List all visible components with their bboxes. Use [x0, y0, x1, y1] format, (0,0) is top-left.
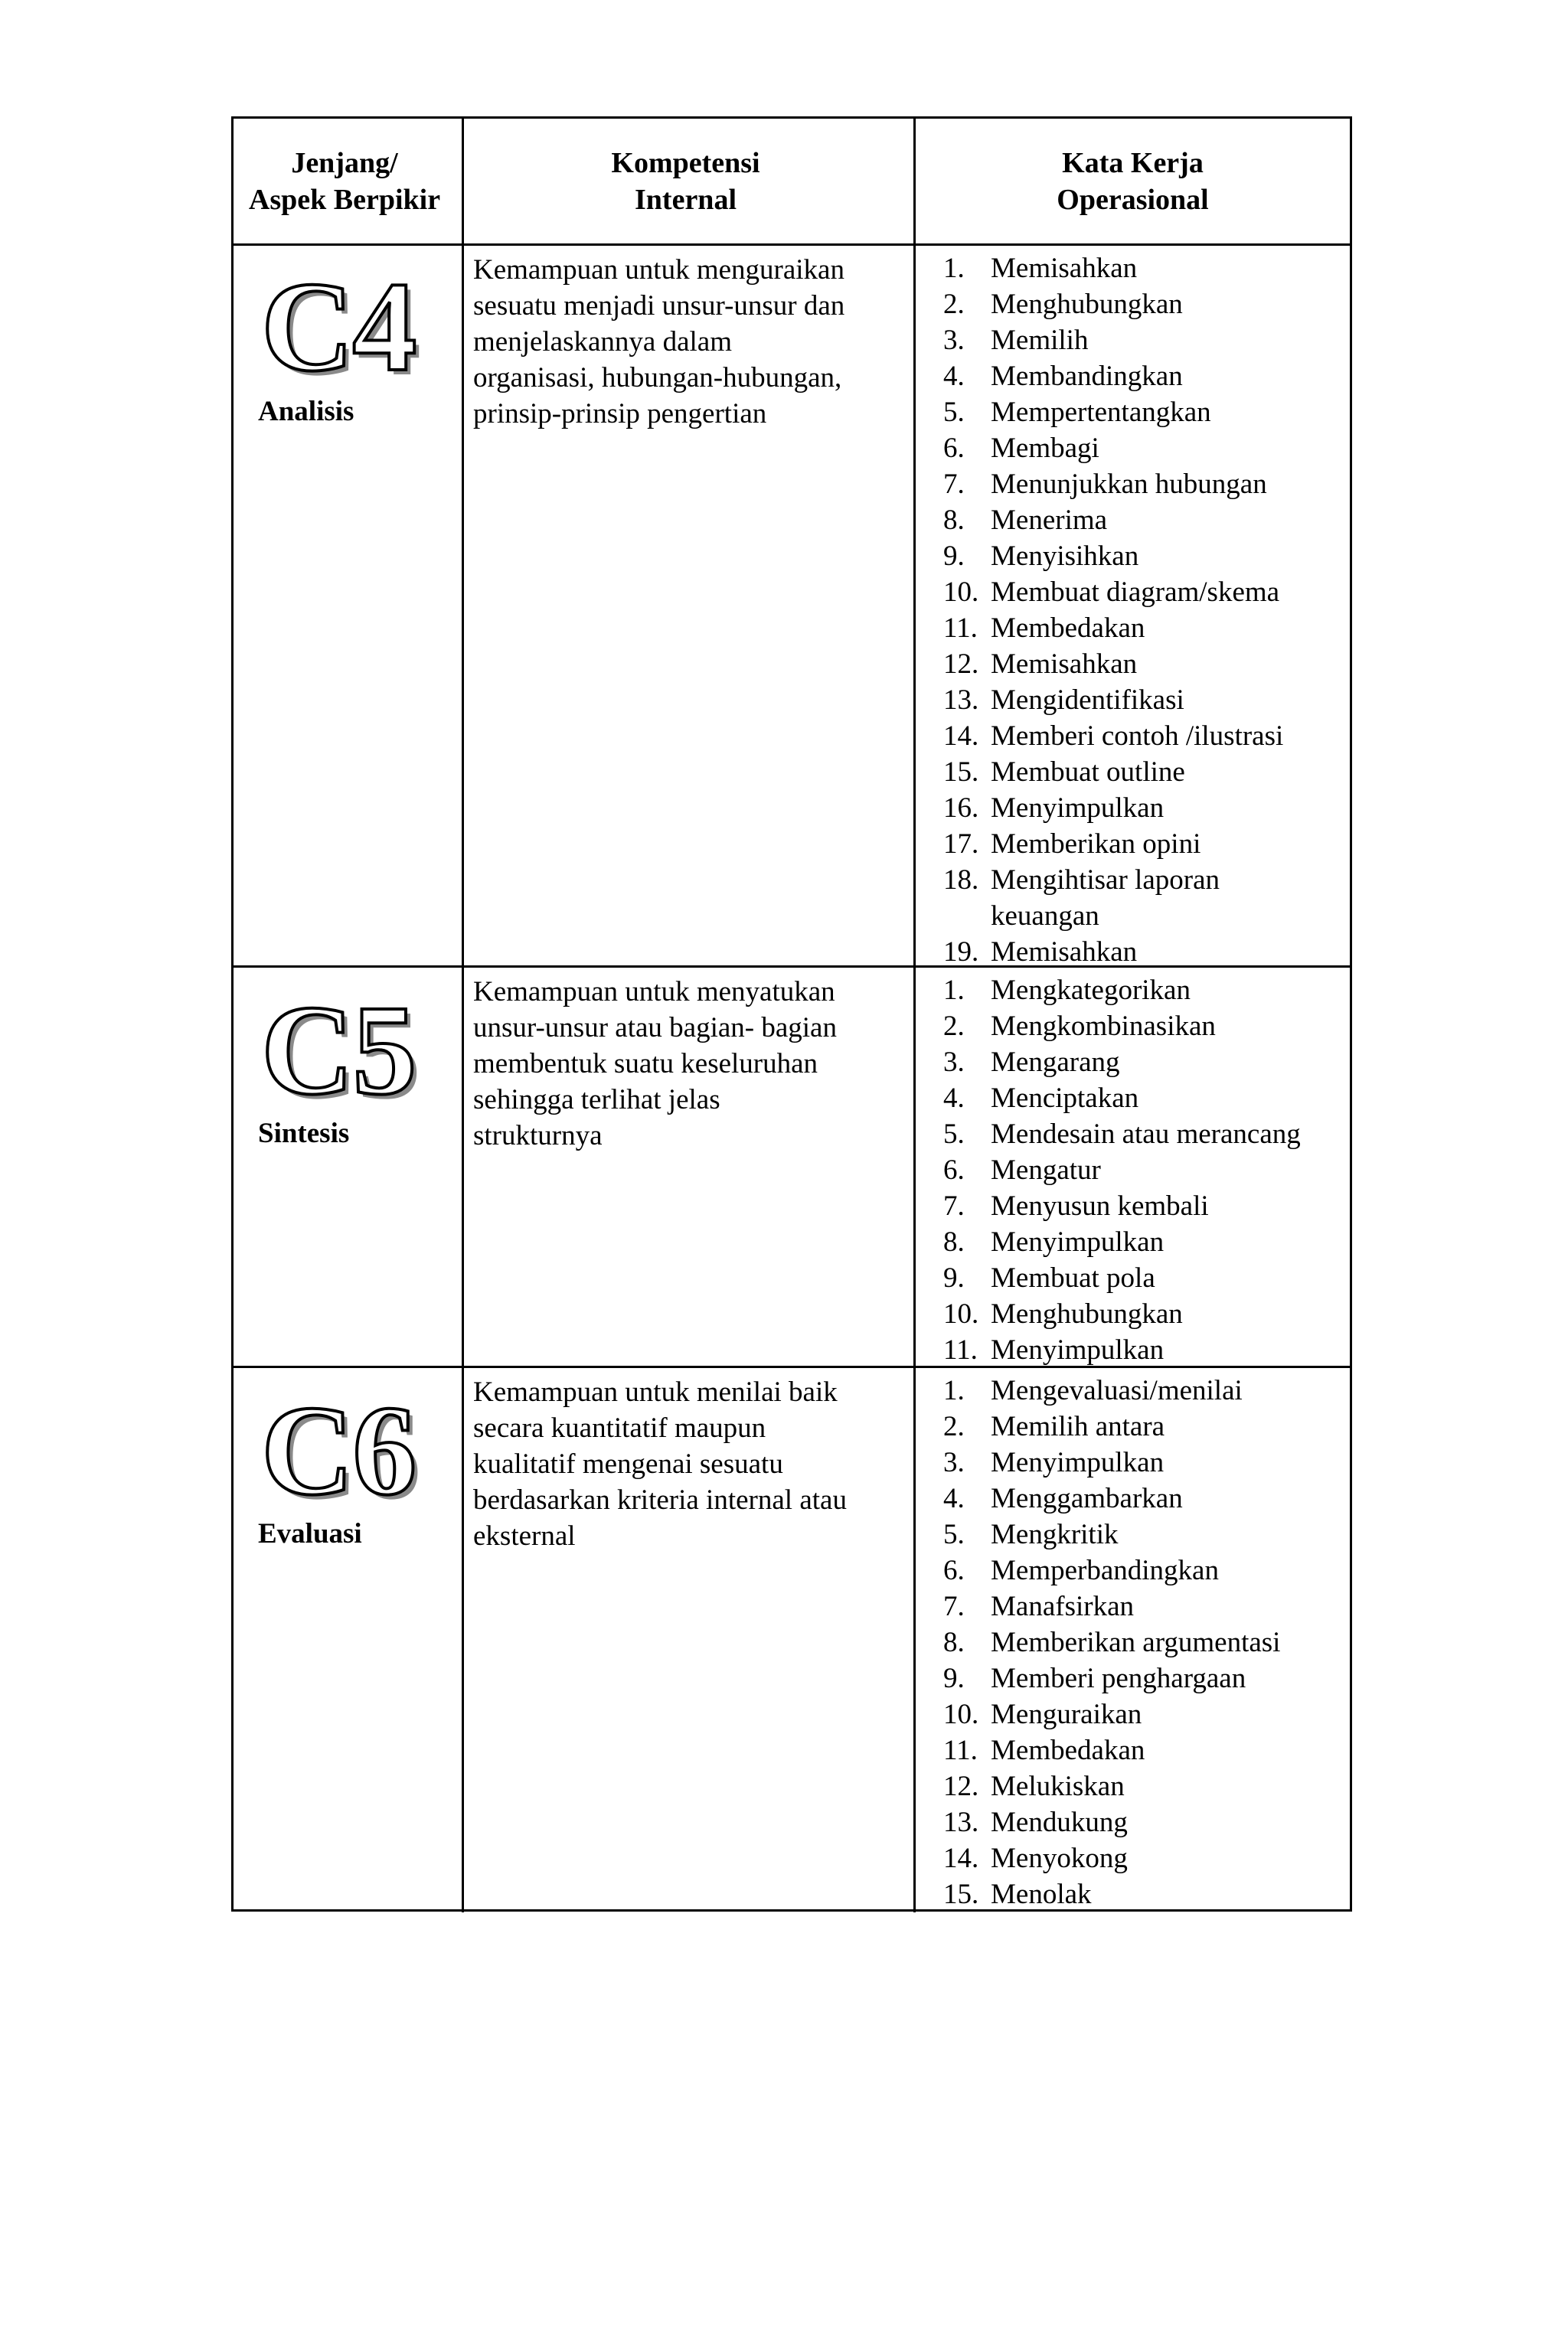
list-item [943, 358, 1350, 394]
description-line: membentuk suatu keseluruhan [473, 1048, 818, 1079]
verb-number: 4. [943, 1483, 965, 1514]
verb-number: 9. [943, 1262, 965, 1294]
verb-number: 7. [943, 1190, 965, 1222]
verb-number: 16. [943, 792, 979, 824]
verb-text: Mengidentifikasi [991, 684, 1184, 716]
verb-number: 8. [943, 1627, 965, 1658]
verb-text: Menghubungkan [991, 289, 1183, 320]
description-line: kualitatif mengenai sesuatu [473, 1448, 783, 1480]
verb-text: Menyokong [991, 1843, 1128, 1874]
competency-description [462, 1368, 907, 1912]
verb-number: 8. [943, 1226, 965, 1258]
level-code: C6 [261, 1380, 416, 1522]
list-item [943, 1188, 1350, 1224]
list-item [943, 790, 1350, 826]
verb-number: 6. [943, 1555, 965, 1586]
verb-number: 13. [943, 1807, 979, 1838]
verb-list [913, 968, 1350, 1368]
verb-number: 14. [943, 720, 979, 752]
list-item [943, 1008, 1350, 1044]
verb-number: 19. [943, 936, 979, 968]
description-line: berdasarkan kriteria internal atau [473, 1484, 847, 1516]
verb-text: Menghubungkan [991, 1298, 1183, 1330]
table-header [234, 119, 1350, 246]
list-item [943, 972, 1350, 1008]
description-line: sehingga terlihat jelas [473, 1084, 720, 1115]
verb-text: Menerima [991, 505, 1108, 536]
verb-text: Membandingkan [991, 361, 1183, 392]
list-item [943, 646, 1350, 682]
list-item [943, 286, 1350, 322]
verb-number: 4. [943, 361, 965, 392]
verb-text: Menyimpulkan [991, 792, 1165, 824]
verb-text: Mendukung [991, 1807, 1128, 1838]
description-line: prinsip-prinsip pengertian [473, 398, 767, 429]
description-line: Kemampuan untuk menyatukan [473, 976, 835, 1007]
description-line: unsur-unsur atau bagian- bagian [473, 1012, 837, 1043]
description-line: Kemampuan untuk menilai baik [473, 1376, 838, 1408]
verb-list [913, 246, 1350, 970]
verb-text: Membuat outline [991, 756, 1185, 788]
verb-number: 3. [943, 1047, 965, 1078]
verb-text: Menolak [991, 1879, 1092, 1910]
verb-text: Mempertentangkan [991, 397, 1211, 428]
list-item [943, 682, 1350, 718]
verb-text: Menyimpulkan [991, 1226, 1165, 1258]
list-item [943, 1044, 1350, 1080]
verb-number: 4. [943, 1082, 965, 1114]
verb-text: Mengkombinasikan [991, 1011, 1216, 1042]
verb-text: Menguraikan [991, 1699, 1142, 1730]
list-item [943, 1696, 1350, 1732]
verb-text: Memisahkan [991, 648, 1138, 680]
header-level-line2: Aspek Berpikir [248, 183, 441, 216]
verb-text: Menyimpulkan [991, 1334, 1165, 1366]
verb-number: 2. [943, 289, 965, 320]
list-item [943, 934, 1350, 970]
verb-text: Memberi contoh /ilustrasi [991, 720, 1284, 752]
verb-text: Membagi [991, 433, 1099, 464]
header-level [234, 119, 456, 243]
list-item [943, 394, 1350, 430]
list-item [943, 1481, 1350, 1517]
verb-text: Mengarang [991, 1047, 1120, 1078]
table-row [234, 246, 1350, 968]
list-item [943, 1804, 1350, 1840]
list-item [943, 1732, 1350, 1768]
list-item [943, 1116, 1350, 1152]
verb-text: Mengkategorikan [991, 975, 1191, 1006]
list-item [943, 574, 1350, 610]
list-item [943, 1553, 1350, 1589]
table-row [234, 968, 1350, 1368]
verb-number: 9. [943, 1663, 965, 1694]
list-item [943, 1660, 1350, 1696]
verb-number: 1. [943, 253, 965, 284]
verb-number: 18. [943, 864, 979, 896]
verb-text: Mengihtisar laporan keuangan [991, 864, 1220, 932]
verb-text: Mengkritik [991, 1519, 1119, 1550]
verb-number: 13. [943, 684, 979, 716]
verb-number: 6. [943, 1154, 965, 1186]
verb-number: 11. [943, 612, 978, 644]
list-item [943, 250, 1350, 286]
list-item [943, 538, 1350, 574]
header-verbs-line1: Kata Kerja [1062, 146, 1204, 179]
level-name: Analisis [258, 396, 354, 427]
verb-number: 14. [943, 1843, 979, 1874]
header-verbs-line2: Operasional [1057, 183, 1209, 216]
competency-description [462, 246, 907, 970]
list-item [943, 1224, 1350, 1260]
verb-number: 5. [943, 1118, 965, 1150]
verb-number: 1. [943, 975, 965, 1006]
header-competency [462, 119, 907, 243]
verb-text: Menyisihkan [991, 540, 1139, 572]
verb-number: 17. [943, 828, 979, 860]
verb-number: 11. [943, 1735, 978, 1766]
level-code: C5 [261, 979, 416, 1122]
verb-number: 15. [943, 756, 979, 788]
verb-text: Membedakan [991, 1735, 1145, 1766]
level-cell [234, 1368, 456, 1912]
verb-text: Menciptakan [991, 1082, 1139, 1114]
table-row [234, 1368, 1350, 1909]
verb-text: Menggambarkan [991, 1483, 1183, 1514]
description-line: secara kuantitatif maupun [473, 1412, 766, 1444]
description-line: eksternal [473, 1520, 576, 1552]
level-name: Sintesis [258, 1118, 350, 1149]
list-item [943, 1445, 1350, 1481]
verb-number: 3. [943, 325, 965, 356]
list-item [943, 1768, 1350, 1804]
list-item [943, 610, 1350, 646]
list-item [943, 1589, 1350, 1625]
verb-number: 8. [943, 505, 965, 536]
verb-number: 5. [943, 1519, 965, 1550]
list-item [943, 322, 1350, 358]
level-code: C4 [261, 256, 416, 398]
list-item [943, 754, 1350, 790]
list-item [943, 1625, 1350, 1660]
competency-description [462, 968, 907, 1368]
list-item [943, 1840, 1350, 1876]
competency-table [231, 116, 1352, 1912]
verb-text: Membedakan [991, 612, 1145, 644]
verb-number: 7. [943, 469, 965, 500]
verb-number: 12. [943, 1771, 979, 1802]
verb-text: Membuat pola [991, 1262, 1155, 1294]
list-item [943, 466, 1350, 502]
description-line: menjelaskannya dalam [473, 326, 733, 358]
verb-text: Melukiskan [991, 1771, 1125, 1802]
list-item [943, 1876, 1350, 1912]
verb-text: Mengevaluasi/menilai [991, 1375, 1243, 1406]
description-line: sesuatu menjadi unsur-unsur dan [473, 290, 845, 322]
verb-number: 3. [943, 1447, 965, 1478]
verb-text: Memisahkan [991, 253, 1138, 284]
verb-text: Memperbandingkan [991, 1555, 1219, 1586]
list-item [943, 1080, 1350, 1116]
verb-text: Memilih antara [991, 1411, 1165, 1442]
list-item [943, 718, 1350, 754]
header-verbs [913, 119, 1350, 243]
verb-text: Membuat diagram/skema [991, 576, 1280, 608]
verb-number: 6. [943, 433, 965, 464]
verb-number: 2. [943, 1011, 965, 1042]
list-item [943, 826, 1350, 862]
list-item [943, 430, 1350, 466]
verb-list [913, 1368, 1350, 1912]
verb-number: 10. [943, 1298, 979, 1330]
verb-text: Mengatur [991, 1154, 1101, 1186]
verb-number: 7. [943, 1591, 965, 1622]
verb-text: Memberikan argumentasi [991, 1627, 1281, 1658]
level-name: Evaluasi [258, 1518, 362, 1549]
verb-number: 10. [943, 576, 979, 608]
level-cell [234, 246, 456, 970]
verb-text: Manafsirkan [991, 1591, 1134, 1622]
verb-number: 10. [943, 1699, 979, 1730]
verb-text: Memisahkan [991, 936, 1138, 968]
list-item [943, 1517, 1350, 1553]
list-item [943, 502, 1350, 538]
list-item [943, 862, 1350, 934]
header-level-line1: Jenjang/ [291, 146, 398, 179]
list-item [943, 1373, 1350, 1409]
list-item [943, 1296, 1350, 1332]
header-competency-line1: Kompetensi [611, 146, 760, 179]
verb-number: 2. [943, 1411, 965, 1442]
verb-text: Menyusun kembali [991, 1190, 1209, 1222]
verb-number: 5. [943, 397, 965, 428]
verb-text: Memberikan opini [991, 828, 1201, 860]
verb-number: 11. [943, 1334, 978, 1366]
list-item [943, 1332, 1350, 1368]
header-competency-line2: Internal [635, 183, 737, 216]
verb-text: Memilih [991, 325, 1089, 356]
description-line: Kemampuan untuk menguraikan [473, 254, 844, 286]
verb-number: 15. [943, 1879, 979, 1910]
list-item [943, 1409, 1350, 1445]
list-item [943, 1260, 1350, 1296]
description-line: organisasi, hubungan-hubungan, [473, 362, 842, 393]
verb-text: Mendesain atau merancang [991, 1118, 1301, 1150]
verb-number: 1. [943, 1375, 965, 1406]
verb-text: Memberi penghargaan [991, 1663, 1246, 1694]
description-line: strukturnya [473, 1120, 603, 1151]
verb-text: Menyimpulkan [991, 1447, 1165, 1478]
verb-text: Menunjukkan hubungan [991, 469, 1267, 500]
verb-number: 9. [943, 540, 965, 572]
level-cell [234, 968, 456, 1368]
list-item [943, 1152, 1350, 1188]
verb-number: 12. [943, 648, 979, 680]
